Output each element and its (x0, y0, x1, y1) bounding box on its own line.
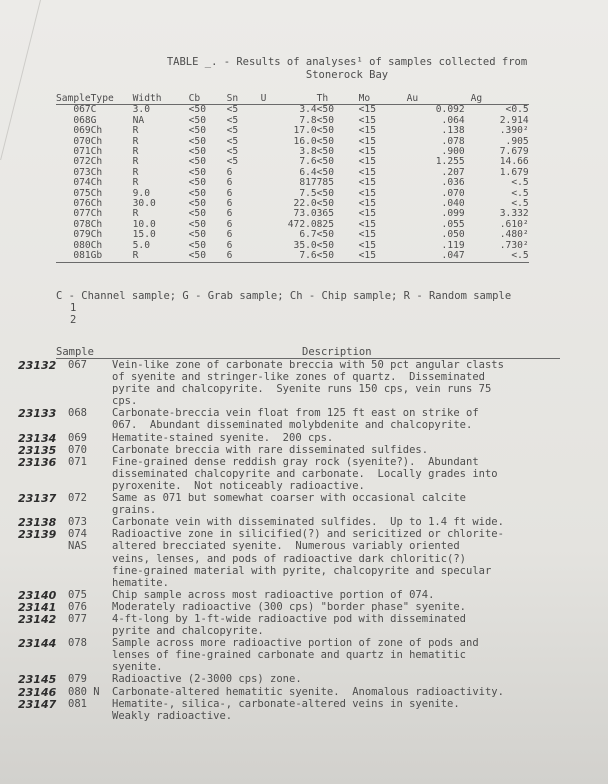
table-cell: Ch (90, 198, 103, 210)
description-text: Radioactive zone in silicified(?) and sericitized or chlorite- altered brecciated syenite. Numerous variably oriented veins, lenses, and pods of radioactive dark chloritic(?) fine-grained material with pyrite, chalcopyrite and specular hematite. (112, 528, 504, 589)
table-cell: 5.0 (132, 239, 150, 251)
table-cell: <.5 (511, 198, 529, 210)
table-cell: <50 (316, 156, 334, 168)
description-row (0, 407, 608, 431)
handwritten-catalog-number: 23132 (18, 359, 57, 372)
handwritten-catalog-number: 23142 (18, 612, 57, 626)
table-cell: <50 (188, 156, 206, 168)
table-cell: <50 (188, 166, 206, 178)
title-line-1: TABLE _. - Results of analyses¹ of samples collected from (166, 56, 528, 68)
footnote-2-marker: 2 (70, 314, 77, 326)
table-cell: .610² (499, 218, 529, 230)
table-cell: 6 (226, 208, 233, 220)
handwritten-catalog-number: 23144 (18, 637, 57, 651)
description-sample-number: 070 (68, 443, 87, 456)
table-cell: 080 (73, 239, 91, 251)
table-cell: 077 (73, 208, 91, 220)
description-sample-number: 081 (68, 697, 87, 710)
table-cell: <50 (188, 104, 206, 116)
description-text: Carbonate-altered hematitic syenite. Anomalous radioactivity. (112, 685, 504, 698)
table-cell: .070 (441, 187, 465, 199)
handwritten-catalog-number: 23140 (18, 588, 57, 602)
table-cell: 35.0 (293, 239, 317, 251)
table-cell: 2.914 (499, 114, 529, 126)
table-cell: 7.6 (299, 156, 317, 168)
description-row (0, 698, 608, 722)
table-cell: G (90, 114, 97, 126)
table-cell: <15 (358, 114, 376, 126)
description-row (0, 613, 608, 637)
table-cell: 6 (226, 229, 233, 241)
table-cell: 22.0 (293, 198, 317, 210)
table-cell: .055 (441, 218, 465, 230)
table-cell: 072 (73, 156, 91, 168)
table-cell: 6 (226, 177, 233, 189)
table-cell: <0.5 (505, 104, 529, 116)
handwritten-catalog-number: 23138 (18, 516, 57, 530)
table-cell: <15 (358, 198, 376, 210)
table-cell: Ch (90, 218, 103, 230)
description-text: Carbonate breccia with rare disseminated sulfides. (112, 443, 429, 456)
table-cell: <50 (188, 229, 206, 241)
table-cell: 069 (73, 125, 91, 137)
table-cell: <50 (316, 114, 334, 126)
table-row (56, 251, 529, 262)
description-sample-number: 075 (68, 588, 87, 601)
descriptions-description-heading: Description (302, 346, 372, 358)
description-sample-number: 074 NAS (68, 528, 87, 553)
description-row (0, 444, 608, 456)
table-cell: Ch (90, 156, 103, 168)
description-row (0, 528, 608, 588)
table-cell: 070 (73, 135, 91, 147)
table-cell: Ch (90, 166, 103, 178)
table-cell: <50 (316, 198, 334, 210)
table-cell: 6.7 (299, 229, 317, 241)
table-cell: .040 (441, 198, 465, 210)
table-cell: 16.0 (293, 135, 317, 147)
table-title (112, 56, 582, 82)
table-cell: Ch (90, 146, 103, 158)
table-cell: <5 (226, 135, 239, 147)
table-cell: 365 (316, 208, 334, 220)
table-cell: .905 (505, 135, 529, 147)
table-cell: <5 (226, 114, 239, 126)
table-cell: 7.6 (261, 251, 317, 262)
description-text: Chip sample across most radioactive portion of 074. (112, 588, 435, 601)
table-cell: <5 (226, 104, 239, 116)
table-cell: <5 (226, 146, 239, 158)
table-cell: R (132, 146, 139, 158)
table-cell: <15 (358, 125, 376, 137)
handwritten-catalog-number: 23147 (18, 697, 57, 711)
descriptions-header (56, 346, 560, 359)
table-cell: 7.679 (499, 146, 529, 158)
table-cell: <15 (358, 135, 376, 147)
table-cell: 14.66 (499, 156, 529, 168)
description-sample-number: 080 N (68, 685, 100, 698)
table-cell: <15 (358, 187, 376, 199)
table-cell: <15 (358, 104, 376, 116)
table-cell: 9.0 (132, 187, 150, 199)
table-cell: <15 (358, 177, 376, 189)
footnotes (70, 302, 76, 326)
table-cell: Ch (90, 229, 103, 241)
table-cell: .730² (499, 239, 529, 251)
table-cell: .064 (441, 114, 465, 126)
table-cell: <50 (316, 239, 334, 251)
table-cell: <5 (226, 125, 239, 137)
table-cell: <50 (316, 146, 334, 158)
table-cell: <50 (188, 187, 206, 199)
column-header: Sample (56, 93, 91, 104)
table-cell: 1.255 (435, 156, 465, 168)
table-cell: 3.332 (499, 208, 529, 220)
table-cell: .119 (441, 239, 465, 251)
description-text: Moderately radioactive (300 cps) "border phase" syenite. (112, 600, 467, 613)
title-line-2: Stonerock Bay (305, 69, 389, 81)
table-cell: 6 (226, 239, 233, 251)
table-cell: <50 (188, 208, 206, 220)
table-cell: <15 (358, 229, 376, 241)
table-cell: 067 (73, 104, 91, 116)
table-cell: Ch (90, 187, 103, 199)
table-cell: R (132, 208, 139, 220)
table-cell: <50 (316, 187, 334, 199)
table-cell: .480² (499, 229, 529, 241)
description-row (0, 673, 608, 685)
table-cell: 17.0 (293, 125, 317, 137)
table-cell: R (132, 125, 139, 137)
table-cell: 076 (73, 198, 91, 210)
table-cell: 10.0 (132, 218, 156, 230)
description-sample-number: 068 (68, 407, 87, 420)
description-sample-number: 072 (68, 492, 87, 505)
table-cell: R (132, 135, 139, 147)
description-row (0, 686, 608, 698)
table-cell: .078 (441, 135, 465, 147)
table-cell: <50 (188, 177, 206, 189)
handwritten-catalog-number: 23141 (18, 600, 57, 614)
table-cell: Ch (90, 208, 103, 220)
description-text: Sample across more radioactive portion of zone of pods and lenses of fine-grained carbonate and quartz in hematitic syenite. (112, 637, 479, 674)
table-cell: R (132, 177, 139, 189)
description-row (0, 492, 608, 516)
table-cell: 6 (227, 251, 261, 262)
column-header: Mo (359, 94, 407, 105)
description-row (0, 359, 608, 407)
table-cell: <50 (188, 114, 206, 126)
table-cell: .047 (407, 251, 465, 262)
table-cell: 068 (73, 114, 91, 126)
description-sample-number: 067 (68, 359, 87, 371)
table-cell: NA (132, 114, 145, 126)
table-cell: .138 (441, 125, 465, 137)
table-cell: <50 (188, 135, 206, 147)
description-sample-number: 076 (68, 600, 87, 613)
table-cell: 6 (226, 198, 233, 210)
table-cell: 074 (73, 177, 91, 189)
description-text: 4-ft-long by 1-ft-wide radioactive pod with disseminated pyrite and chalcopyrite. (112, 612, 467, 638)
table-cell: <15 (358, 208, 376, 220)
table-cell: <15 (358, 166, 376, 178)
table-cell: Ch (90, 239, 103, 251)
table-cell: .050 (441, 229, 465, 241)
table-cell: <50 (317, 251, 359, 262)
sample-type-legend: C - Channel sample; G - Grab sample; Ch - Chip sample; R - Random sample (56, 290, 512, 302)
table-cell: Ch (90, 177, 103, 189)
table-cell: 073 (73, 166, 91, 178)
handwritten-catalog-number: 23133 (18, 407, 57, 421)
description-text: Radioactive (2-3000 cps) zone. (112, 673, 302, 686)
table-cell: 785 (316, 177, 334, 189)
descriptions-sample-heading: Sample (56, 346, 94, 358)
table-cell: <50 (316, 125, 334, 137)
table-cell: Gb (91, 251, 133, 262)
sample-descriptions (0, 359, 608, 722)
table-cell: 071 (73, 146, 91, 158)
table-cell: 472.0 (287, 218, 317, 230)
analyses-table-body (56, 105, 529, 262)
table-cell: <50 (189, 251, 227, 262)
description-text: Carbonate vein with disseminated sulfides. Up to 1.4 ft wide. (112, 516, 504, 529)
column-header: Sn (227, 94, 261, 105)
handwritten-catalog-number: 23135 (18, 443, 57, 457)
table-cell: <50 (316, 229, 334, 241)
table-cell: <50 (188, 218, 206, 230)
description-row (0, 637, 608, 673)
table-cell: <50 (188, 198, 206, 210)
table-cell: <50 (188, 239, 206, 251)
column-header: Cb (189, 94, 227, 105)
description-text: Vein-like zone of carbonate breccia with 50 pct angular clasts of syenite and stringer-like zones of quartz. Disseminated pyrite and chalcopyrite. Syenite runs 150 cps, vein runs 75 cps. (112, 359, 504, 408)
table-cell: <15 (358, 239, 376, 251)
table-cell: .207 (441, 166, 465, 178)
description-sample-number: 077 (68, 612, 87, 625)
table-cell: <15 (359, 251, 407, 262)
handwritten-catalog-number: 23146 (18, 685, 57, 699)
table-cell: 3.8 (299, 146, 317, 158)
handwritten-catalog-number: 23139 (18, 528, 57, 542)
table-cell: 817 (299, 177, 317, 189)
table-cell: <50 (188, 125, 206, 137)
handwritten-catalog-number: 23145 (18, 673, 57, 687)
column-header: Type (91, 94, 133, 105)
table-cell: 0.092 (435, 104, 465, 116)
description-text: Fine-grained dense reddish gray rock (syenite?). Abundant disseminated chalcopyrite and carbonate. Locally grades into pyroxenite. Not noticeably radioactive. (112, 455, 498, 492)
table-cell: Ch (90, 135, 103, 147)
description-text: Hematite-stained syenite. 200 cps. (112, 431, 334, 444)
table-cell: .036 (441, 177, 465, 189)
table-cell: 6 (226, 218, 233, 230)
table-cell: 1.679 (499, 166, 529, 178)
description-sample-number: 071 (68, 455, 87, 468)
handwritten-catalog-number: 23137 (18, 492, 57, 506)
table-cell: R (132, 156, 139, 168)
table-cell: R (133, 251, 189, 262)
table-cell: <50 (316, 135, 334, 147)
table-cell: .390² (499, 125, 529, 137)
table-cell: 079 (73, 229, 91, 241)
table-cell: <.5 (465, 251, 529, 262)
table-cell: 73.0 (293, 208, 317, 220)
description-row (0, 456, 608, 492)
table-cell: 3.4 (299, 104, 317, 116)
table-cell: 15.0 (132, 229, 156, 241)
table-cell: .099 (441, 208, 465, 220)
table-cell: <15 (358, 146, 376, 158)
table-cell: 6 (226, 187, 233, 199)
description-text: Hematite-, silica-, carbonate-altered veins in syenite. Weakly radioactive. (112, 697, 460, 722)
table-cell: <50 (316, 104, 334, 116)
analyses-table-header (56, 94, 529, 105)
table-cell: 081 (56, 251, 91, 262)
table-cell: C (90, 104, 97, 116)
column-header: Width (133, 94, 189, 105)
column-header: Th (317, 94, 359, 105)
table-cell: 6.4 (299, 166, 317, 178)
handwritten-catalog-number: 23134 (18, 431, 57, 445)
footnote-1-marker: 1 (70, 302, 77, 314)
table-cell: 078 (73, 218, 91, 230)
table-cell: 6 (226, 166, 233, 178)
analyses-header-row (56, 94, 529, 105)
table-cell: <.5 (511, 177, 529, 189)
table-cell: 30.0 (132, 198, 156, 210)
description-sample-number: 079 (68, 673, 87, 686)
description-row (0, 516, 608, 528)
description-text: Carbonate-breccia vein float from 125 ft east on strike of 067. Abundant disseminated molybdenite and chalcopyrite. (112, 407, 479, 432)
analyses-table (56, 94, 529, 263)
table-cell: <15 (358, 156, 376, 168)
table-cell: 3.0 (132, 104, 150, 116)
page-fold-crease (0, 0, 41, 160)
handwritten-catalog-number: 23136 (18, 455, 57, 469)
table-cell: 7.8 (299, 114, 317, 126)
table-cell: <50 (188, 146, 206, 158)
description-sample-number: 069 (68, 431, 87, 444)
table-cell: .900 (441, 146, 465, 158)
table-cell: 075 (73, 187, 91, 199)
table-cell: <5 (226, 156, 239, 168)
column-header: Au (407, 94, 465, 105)
description-text: Same as 071 but somewhat coarser with occasional calcite grains. (112, 492, 467, 517)
column-header: Ag (465, 94, 529, 105)
table-cell: R (132, 166, 139, 178)
description-sample-number: 073 (68, 516, 87, 529)
table-cell: <.5 (511, 187, 529, 199)
description-row (0, 589, 608, 601)
table-cell: 825 (316, 218, 334, 230)
description-row (0, 432, 608, 444)
table-cell: <15 (358, 218, 376, 230)
table-cell: 7.5 (299, 187, 317, 199)
description-row (0, 601, 608, 613)
description-sample-number: 078 (68, 637, 87, 650)
table-cell: <50 (316, 166, 334, 178)
table-cell: Ch (90, 125, 103, 137)
column-header: U (261, 94, 317, 105)
